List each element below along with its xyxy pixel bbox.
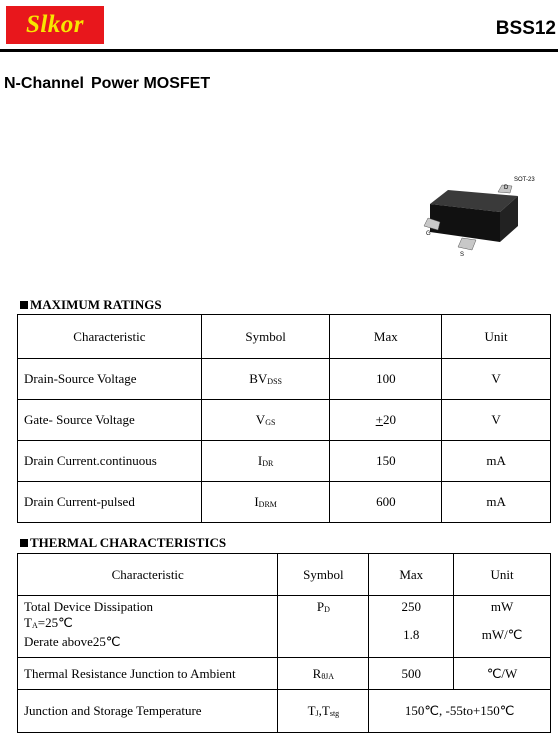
table-header-row — [18, 315, 551, 359]
symbol-cell — [278, 596, 369, 658]
logo-text: Slkor — [25, 11, 85, 38]
plus-minus-sign: + — [375, 412, 384, 427]
symbol-cell — [201, 441, 330, 482]
max-value: 1.8 — [403, 627, 420, 642]
max-ratings-table — [17, 314, 551, 523]
bullet-square — [20, 301, 28, 309]
table-row — [18, 441, 551, 482]
unit-cell: V — [442, 400, 551, 441]
temperature-range-cell: 150℃, -55to+150℃ — [369, 690, 551, 733]
pin-g-label: G — [426, 231, 431, 237]
symbol-cell — [278, 658, 369, 690]
symbol-text: T — [307, 703, 316, 718]
pin-source — [458, 238, 476, 250]
table-row — [18, 658, 551, 690]
max-cell — [369, 596, 454, 658]
header-unit: Unit — [454, 554, 551, 596]
header-max: Max — [330, 315, 442, 359]
header-symbol: Symbol — [201, 315, 330, 359]
characteristic-cell: Drain-Source Voltage — [18, 359, 202, 400]
unit-cell — [454, 596, 551, 658]
bullet-square — [20, 539, 28, 547]
max-cell: 600 — [330, 482, 442, 523]
max-ratings-heading — [20, 297, 162, 313]
unit-cell: mA — [442, 482, 551, 523]
sot23-package-image — [420, 172, 545, 262]
symbol-subscript: D — [324, 605, 330, 614]
symbol-cell — [278, 690, 369, 733]
symbol-subscript: J — [315, 709, 319, 718]
max-value: 250 — [401, 599, 421, 614]
title-channel: N-Channel — [4, 75, 84, 92]
temp-condition: =25℃ — [37, 615, 73, 630]
characteristic-line: Total Device Dissipation — [24, 599, 154, 614]
header-characteristic: Characteristic — [18, 554, 278, 596]
table-row — [18, 690, 551, 733]
thermal-table — [17, 553, 551, 733]
symbol-text: R — [312, 665, 322, 681]
characteristic-cell: Drain Current.continuous — [18, 441, 202, 482]
pin-s-label: S — [460, 252, 465, 258]
header-unit: Unit — [442, 315, 551, 359]
characteristic-cell — [18, 596, 278, 658]
unit-value: mW — [490, 599, 514, 614]
characteristic-cell: Gate- Source Voltage — [18, 400, 202, 441]
symbol-cell — [201, 482, 330, 523]
symbol-cell — [201, 359, 330, 400]
table-row — [18, 482, 551, 523]
max-cell — [330, 400, 442, 441]
table-row — [18, 400, 551, 441]
symbol-subscript: θJA — [321, 671, 335, 681]
header-max: Max — [369, 554, 454, 596]
temp-symbol: T — [24, 615, 32, 630]
symbol-subscript: DRM — [258, 500, 277, 509]
symbol-subscript: stg — [329, 709, 340, 718]
symbol-text: I — [254, 494, 259, 509]
thermal-heading — [20, 535, 226, 551]
part-number: BSS12 — [495, 18, 556, 39]
brand-logo — [6, 6, 104, 44]
symbol-text: I — [257, 453, 263, 468]
header-characteristic: Characteristic — [18, 315, 202, 359]
symbol-subscript: DSS — [267, 377, 282, 386]
max-cell: 100 — [330, 359, 442, 400]
pin-d-label: D — [504, 185, 509, 191]
header-symbol: Symbol — [278, 554, 369, 596]
symbol-text: V — [255, 412, 266, 427]
temp-subscript: A — [31, 621, 38, 630]
max-ratings-heading-text: MAXIMUM RATINGS — [30, 297, 162, 312]
symbol-subscript: GS — [265, 418, 276, 427]
characteristic-line — [24, 615, 271, 634]
unit-value: mW/℃ — [481, 627, 523, 642]
unit-cell: ℃/W — [454, 658, 551, 690]
characteristic-cell: Junction and Storage Temperature — [18, 690, 278, 733]
symbol-subscript: DR — [262, 459, 274, 468]
table-row — [18, 596, 551, 658]
characteristic-cell: Thermal Resistance Junction to Ambient — [18, 658, 278, 690]
symbol-text: P — [316, 599, 325, 614]
unit-cell: mA — [442, 441, 551, 482]
symbol-cell — [201, 400, 330, 441]
symbol-text: BV — [249, 371, 268, 386]
title-device: Power MOSFET — [91, 75, 211, 92]
max-cell: 500 — [369, 658, 454, 690]
package-name: SOT-23 — [514, 177, 535, 183]
max-cell: 150 — [330, 441, 442, 482]
page-title — [4, 75, 210, 93]
max-value: 20 — [383, 412, 397, 427]
thermal-heading-text: THERMAL CHARACTERISTICS — [30, 535, 227, 550]
characteristic-line: Derate above25℃ — [24, 634, 121, 649]
header-rule — [0, 49, 558, 52]
symbol-separator: , — [318, 703, 322, 718]
unit-cell: V — [442, 359, 551, 400]
table-row — [18, 359, 551, 400]
table-header-row — [18, 554, 551, 596]
characteristic-cell: Drain Current-pulsed — [18, 482, 202, 523]
symbol-text: T — [321, 703, 330, 718]
